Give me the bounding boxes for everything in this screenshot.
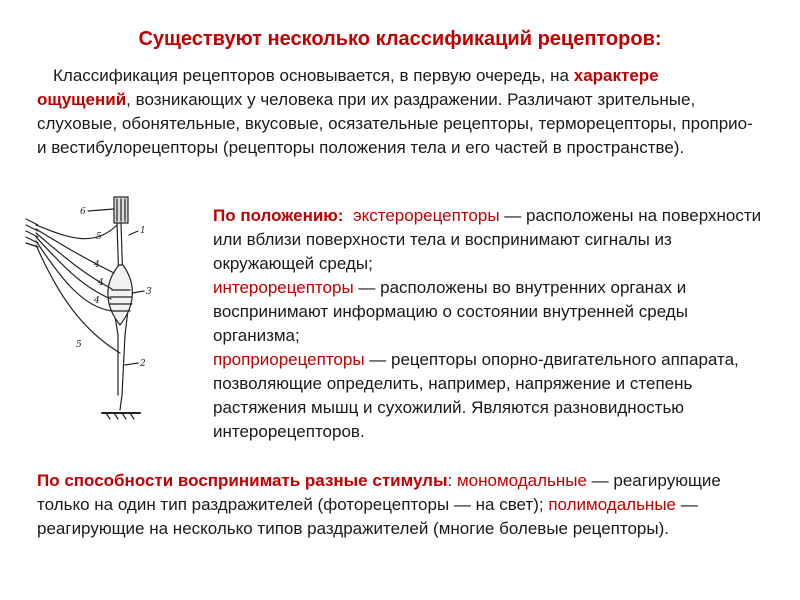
figure-label-6: 6 — [80, 207, 86, 217]
intro-text-2: , возникающих у человека при их раздражении. Различают зрительные, слуховые, обонятельные, вкусовые, осязательные рецепторы, терморецепторы, проприо- и вестибулорецепторы (рецепторы положения тела и его частей в пространстве). — [37, 90, 753, 157]
stimulus-colon: : — [447, 471, 457, 490]
stimulus-heading: По способности воспринимать разные стимулы — [37, 471, 448, 490]
monomodal-text: — реагирующие только на один тип раздражителей (фоторецепторы — на свет); — [37, 471, 721, 514]
figure-label-4b: 4 — [98, 278, 104, 288]
exteroreceptors-text: — расположены на поверхности или вблизи поверхности тела и воспринимают сигналы из окружающей среды; — [213, 206, 762, 273]
classification-by-position — [213, 204, 773, 444]
intro-emphasis: характере ощущений — [37, 66, 659, 109]
interoreceptors-text: — расположены во внутренних органах и воспринимают информацию о состоянии внутренней среды организма; — [213, 278, 688, 345]
term-proprioreceptors: проприорецепторы — [213, 350, 365, 369]
term-polymodal: полимодальные — [548, 495, 676, 514]
figure-label-5b: 5 — [76, 340, 82, 350]
page-title: Существуют несколько классификаций рецепторов: — [138, 28, 662, 50]
classification-by-stimulus — [37, 469, 757, 541]
term-monomodal: мономодальные — [456, 471, 587, 490]
figure-label-3: 3 — [146, 287, 152, 297]
muscle-spindle-diagram — [22, 195, 192, 430]
intro-text-1: Классификация рецепторов основывается, в первую очередь, на — [53, 66, 569, 85]
polymodal-text: — реагирующие на несколько типов раздражителей (многие болевые рецепторы). — [37, 495, 698, 538]
term-interoreceptors: интерорецепторы — [213, 278, 354, 297]
figure-label-4c: 4 — [94, 296, 100, 306]
term-exteroreceptors: экстерорецепторы — [352, 206, 500, 225]
proprioreceptors-text: — рецепторы опорно-двигательного аппарата, позволяющие определить, например, напряжение и степень растяжения мышц и сухожилий. Являются разновидностью интерорецепторов. — [213, 350, 739, 441]
figure-label-4a: 4 — [94, 260, 100, 270]
figure-label-1: 1 — [140, 226, 146, 236]
figure-label-2: 2 — [140, 359, 146, 369]
intro-paragraph — [37, 64, 757, 160]
figure-label-5a: 5 — [96, 232, 102, 242]
position-heading: По положению: — [213, 206, 344, 225]
